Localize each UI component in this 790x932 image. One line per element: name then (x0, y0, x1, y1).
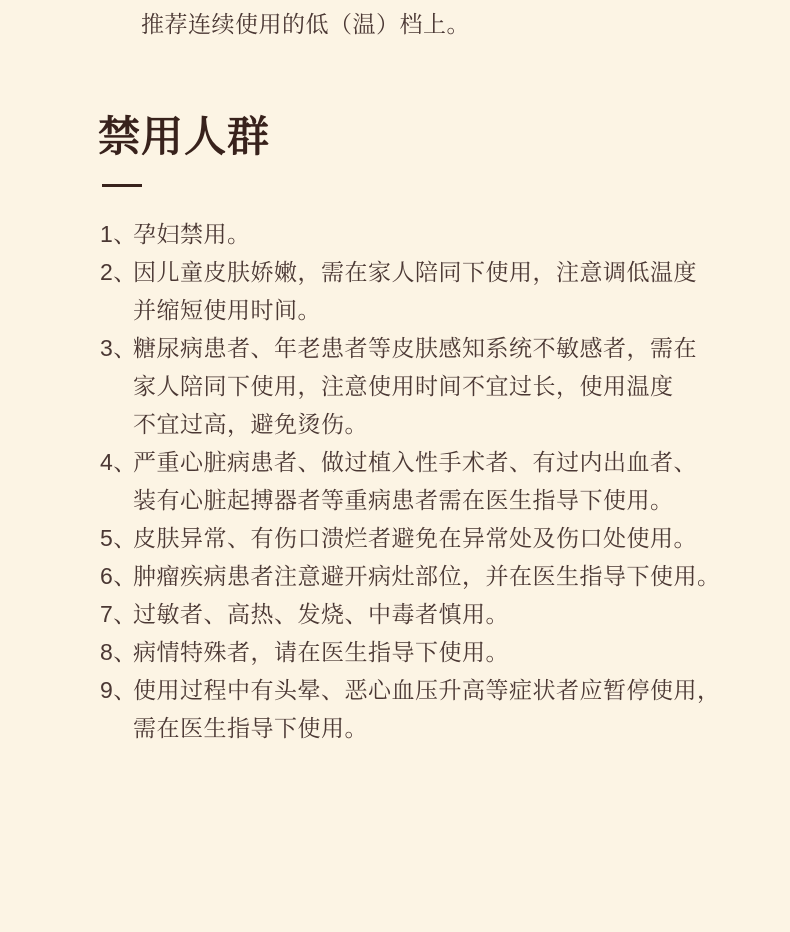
list-item (100, 519, 721, 557)
list-item-line: 严重心脏病患者、做过植入性手术者、有过内出血者、 (133, 449, 697, 475)
list-item-line: 糖尿病患者、年老患者等皮肤感知系统不敏感者，需在 (133, 335, 697, 361)
list-item (100, 329, 721, 443)
previous-paragraph-tail: 推荐连续使用的低（温）档上。 (141, 11, 470, 37)
list-item (100, 215, 721, 253)
title-underline-dash (102, 184, 142, 187)
list-item-number: 9、 (100, 677, 137, 703)
section-title: 禁用人群 (98, 112, 271, 161)
list-item-line: 因儿童皮肤娇嫩，需在家人陪同下使用，注意调低温度 (133, 259, 697, 285)
list-item-number: 8、 (100, 639, 137, 665)
list-item-line: 过敏者、高热、发烧、中毒者慎用。 (133, 601, 509, 627)
list-item-line: 使用过程中有头晕、恶心血压升高等症状者应暂停使用， (133, 677, 721, 703)
list-item-number: 5、 (100, 525, 137, 551)
list-item-line: 肿瘤疾病患者注意避开病灶部位，并在医生指导下使用。 (133, 563, 721, 589)
list-item (100, 633, 721, 671)
list-item-line: 装有心脏起搏器者等重病患者需在医生指导下使用。 (133, 487, 674, 513)
list-item-line: 并缩短使用时间。 (133, 297, 321, 323)
list-item-line: 孕妇禁用。 (133, 221, 251, 247)
list-item-number: 2、 (100, 259, 137, 285)
list-item-line: 病情特殊者，请在医生指导下使用。 (133, 639, 509, 665)
list-item-number: 4、 (100, 449, 137, 475)
list-item (100, 671, 721, 747)
list-item-number: 6、 (100, 563, 137, 589)
list-item (100, 253, 721, 329)
prohibited-groups-list (100, 215, 721, 747)
list-item-number: 7、 (100, 601, 137, 627)
list-item (100, 557, 721, 595)
list-item-line: 家人陪同下使用，注意使用时间不宜过长，使用温度 (133, 373, 674, 399)
list-item-line: 需在医生指导下使用。 (133, 715, 368, 741)
list-item-line: 不宜过高，避免烫伤。 (133, 411, 368, 437)
list-item (100, 595, 721, 633)
list-item-number: 1、 (100, 221, 137, 247)
list-item-number: 3、 (100, 335, 137, 361)
list-item (100, 443, 721, 519)
list-item-line: 皮肤异常、有伤口溃烂者避免在异常处及伤口处使用。 (133, 525, 697, 551)
